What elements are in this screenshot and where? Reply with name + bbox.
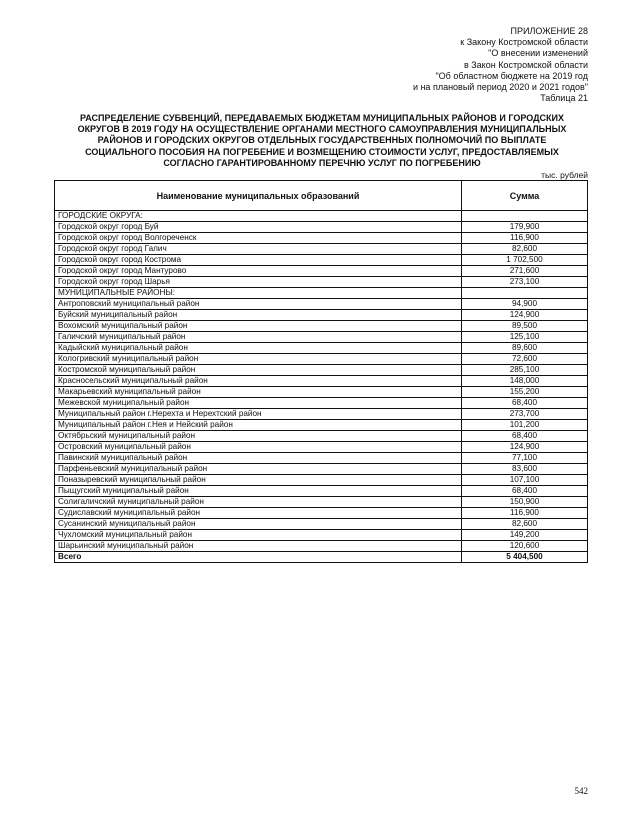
table-row bbox=[55, 431, 588, 442]
amount-cell: 68,400 bbox=[462, 486, 588, 497]
amount-cell: 149,200 bbox=[462, 530, 588, 541]
amount-cell: 179,900 bbox=[462, 222, 588, 233]
table-row bbox=[55, 497, 588, 508]
municipality-name-cell: МУНИЦИПАЛЬНЫЕ РАЙОНЫ: bbox=[55, 288, 462, 299]
title-line: СОГЛАСНО ГАРАНТИРОВАННОМУ ПЕРЕЧНЮ УСЛУГ ПО ПОГРЕБЕНИЮ bbox=[163, 157, 481, 168]
table-number: Таблица 21 bbox=[540, 93, 588, 104]
column-header-name: Наименование муниципальных образований bbox=[55, 181, 462, 211]
amount-cell: 82,600 bbox=[462, 244, 588, 255]
municipality-name-cell: Красносельский муниципальный район bbox=[55, 376, 462, 387]
table-row bbox=[55, 486, 588, 497]
table-row bbox=[55, 453, 588, 464]
amount-cell: 148,000 bbox=[462, 376, 588, 387]
table-group-row bbox=[55, 288, 588, 299]
table-row bbox=[55, 310, 588, 321]
table-row bbox=[55, 222, 588, 233]
table-row bbox=[55, 354, 588, 365]
amount-cell: 82,600 bbox=[462, 519, 588, 530]
municipality-name-cell: Пыщугский муниципальный район bbox=[55, 486, 462, 497]
municipality-name-cell: Городской округ город Кострома bbox=[55, 255, 462, 266]
amount-cell: 72,600 bbox=[462, 354, 588, 365]
municipality-name-cell: Судиславский муниципальный район bbox=[55, 508, 462, 519]
page-number: 542 bbox=[574, 786, 588, 796]
amount-cell: 68,400 bbox=[462, 398, 588, 409]
municipality-name-cell: Муниципальный район г.Нерехта и Нерехтский район bbox=[55, 409, 462, 420]
municipality-name-cell: Кологривский муниципальный район bbox=[55, 354, 462, 365]
table-row bbox=[55, 244, 588, 255]
document-title bbox=[58, 113, 586, 169]
table-row bbox=[55, 409, 588, 420]
table-row bbox=[55, 277, 588, 288]
table-row bbox=[55, 233, 588, 244]
amount-cell: 107,100 bbox=[462, 475, 588, 486]
subsidy-table bbox=[54, 180, 588, 563]
amount-cell: 68,400 bbox=[462, 431, 588, 442]
table-row bbox=[55, 387, 588, 398]
title-line: СОЦИАЛЬНОГО ПОСОБИЯ НА ПОГРЕБЕНИЕ И ВОЗМЕЩЕНИЮ СТОИМОСТИ УСЛУГ, ПРЕДОСТАВЛЯЕМЫХ bbox=[85, 146, 559, 157]
table-row bbox=[55, 376, 588, 387]
amount-cell: 125,100 bbox=[462, 332, 588, 343]
table-row bbox=[55, 464, 588, 475]
table-row bbox=[55, 343, 588, 354]
column-header-sum: Сумма bbox=[462, 181, 588, 211]
appendix-line: и на плановый период 2020 и 2021 годов" bbox=[412, 82, 588, 93]
table-row bbox=[55, 255, 588, 266]
amount-cell: 271,600 bbox=[462, 266, 588, 277]
table-row bbox=[55, 475, 588, 486]
table-row bbox=[55, 420, 588, 431]
municipality-name-cell: Городской округ город Шарья bbox=[55, 277, 462, 288]
amount-cell: 273,700 bbox=[462, 409, 588, 420]
table-row bbox=[55, 519, 588, 530]
total-amount-cell: 5 404,500 bbox=[462, 552, 588, 563]
table-row bbox=[55, 332, 588, 343]
table-row bbox=[55, 530, 588, 541]
municipality-name-cell: Костромской муниципальный район bbox=[55, 365, 462, 376]
municipality-name-cell: Галичский муниципальный район bbox=[55, 332, 462, 343]
table-row bbox=[55, 541, 588, 552]
amount-cell: 83,600 bbox=[462, 464, 588, 475]
amount-cell: 155,200 bbox=[462, 387, 588, 398]
table-row bbox=[55, 321, 588, 332]
table-row bbox=[55, 299, 588, 310]
title-line: РАЙОНОВ И ГОРОДСКИХ ОКРУГОВ ОТДЕЛЬНЫХ ГОСУДАРСТВЕННЫХ ПОЛНОМОЧИЙ ПО ВЫПЛАТЕ bbox=[97, 135, 547, 146]
amount-cell bbox=[462, 288, 588, 299]
amount-cell: 285,100 bbox=[462, 365, 588, 376]
amount-cell: 94,900 bbox=[462, 299, 588, 310]
amount-cell bbox=[462, 211, 588, 222]
amount-cell: 89,600 bbox=[462, 343, 588, 354]
table-row bbox=[55, 442, 588, 453]
units-label: тыс. рублей bbox=[541, 170, 588, 180]
table-row bbox=[55, 508, 588, 519]
municipality-name-cell: Межевской муниципальный район bbox=[55, 398, 462, 409]
municipality-name-cell: Островский муниципальный район bbox=[55, 442, 462, 453]
municipality-name-cell: Парфеньевский муниципальный район bbox=[55, 464, 462, 475]
amount-cell: 1 702,500 bbox=[462, 255, 588, 266]
municipality-name-cell: Буйский муниципальный район bbox=[55, 310, 462, 321]
title-line: РАСПРЕДЕЛЕНИЕ СУБВЕНЦИЙ, ПЕРЕДАВАЕМЫХ БЮДЖЕТАМ МУНИЦИПАЛЬНЫХ РАЙОНОВ И ГОРОДСКИХ bbox=[80, 113, 564, 123]
amount-cell: 116,900 bbox=[462, 508, 588, 519]
amount-cell: 101,200 bbox=[462, 420, 588, 431]
appendix-line: "О внесении изменений bbox=[488, 48, 588, 59]
municipality-name-cell: Октябрьский муниципальный район bbox=[55, 431, 462, 442]
appendix-line: к Закону Костромской области bbox=[460, 37, 588, 48]
appendix-line: в Закон Костромской области bbox=[463, 59, 588, 70]
table-total-row bbox=[55, 552, 588, 563]
municipality-name-cell: Городской округ город Волгореченск bbox=[55, 233, 462, 244]
municipality-name-cell: Павинский муниципальный район bbox=[55, 453, 462, 464]
municipality-name-cell: Муниципальный район г.Нея и Нейский район bbox=[55, 420, 462, 431]
table-row bbox=[55, 398, 588, 409]
title-line: ОКРУГОВ В 2019 ГОДУ НА ОСУЩЕСТВЛЕНИЕ ОРГАНАМИ МЕСТНОГО САМОУПРАВЛЕНИЯ МУНИЦИПАЛЬНЫХ bbox=[77, 124, 567, 135]
municipality-name-cell: Городской округ город Галич bbox=[55, 244, 462, 255]
municipality-name-cell: Вохомский муниципальный район bbox=[55, 321, 462, 332]
amount-cell: 124,900 bbox=[462, 310, 588, 321]
amount-cell: 150,900 bbox=[462, 497, 588, 508]
amount-cell: 89,500 bbox=[462, 321, 588, 332]
municipality-name-cell: Городской округ город Буй bbox=[55, 222, 462, 233]
amount-cell: 116,900 bbox=[462, 233, 588, 244]
amount-cell: 124,900 bbox=[462, 442, 588, 453]
municipality-name-cell: Поназыревский муниципальный район bbox=[55, 475, 462, 486]
municipality-name-cell: Чухломский муниципальный район bbox=[55, 530, 462, 541]
appendix-line: "Об областном бюджете на 2019 год bbox=[435, 70, 588, 81]
municipality-name-cell: Кадыйский муниципальный район bbox=[55, 343, 462, 354]
table-body bbox=[55, 211, 588, 563]
table-row bbox=[55, 266, 588, 277]
amount-cell: 77,100 bbox=[462, 453, 588, 464]
municipality-name-cell: Сусанинский муниципальный район bbox=[55, 519, 462, 530]
municipality-name-cell: Солигаличский муниципальный район bbox=[55, 497, 462, 508]
table-header-row bbox=[55, 181, 588, 211]
amount-cell: 120,600 bbox=[462, 541, 588, 552]
municipality-name-cell: Городской округ город Мантурово bbox=[55, 266, 462, 277]
table-row bbox=[55, 365, 588, 376]
amount-cell: 273,100 bbox=[462, 277, 588, 288]
table-group-row bbox=[55, 211, 588, 222]
total-label-cell: Всего bbox=[55, 552, 462, 563]
municipality-name-cell: Антроповский муниципальный район bbox=[55, 299, 462, 310]
municipality-name-cell: Макарьевский муниципальный район bbox=[55, 387, 462, 398]
municipality-name-cell: Шарьинский муниципальный район bbox=[55, 541, 462, 552]
appendix-header bbox=[308, 26, 588, 104]
municipality-name-cell: ГОРОДСКИЕ ОКРУГА: bbox=[55, 211, 462, 222]
appendix-line: ПРИЛОЖЕНИЕ 28 bbox=[510, 26, 588, 36]
